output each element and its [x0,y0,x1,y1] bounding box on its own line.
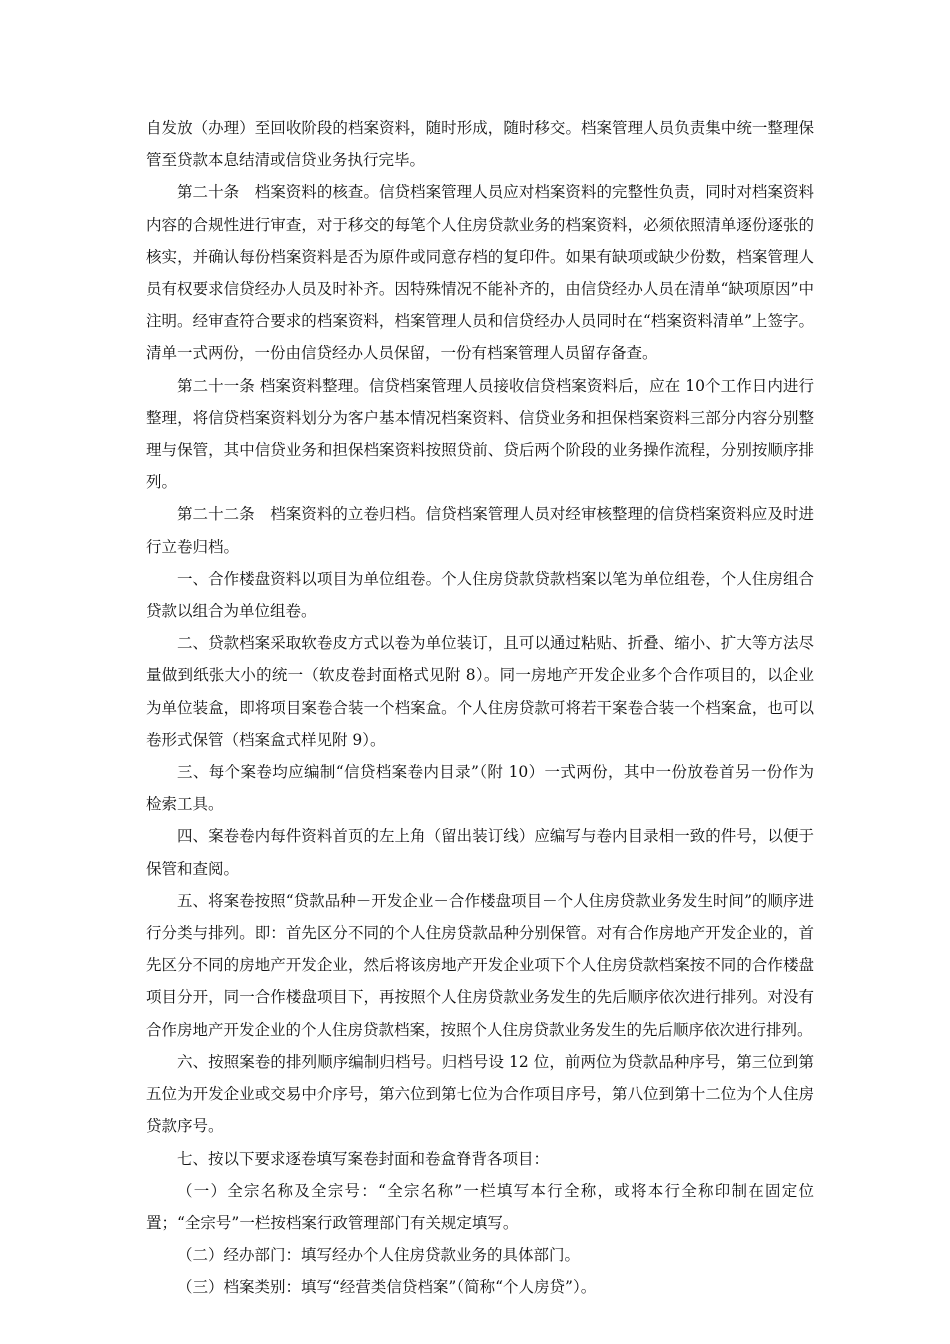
document-page [146,112,814,1304]
article-20: 第二十条 档案资料的核查。信贷档案管理人员应对档案资料的完整性负责，同时对档案资料内容的合规性进行审查，对于移交的每笔个人住房贷款业务的档案资料，必须依照清单逐份逐张的核实，并确认每份档案资料是否为原件或同意存档的复印件。如果有缺项或缺少份数，档案管理人员有权要求信贷经办人员及时补齐。因特殊情况不能补齐的，由信贷经办人员在清单“缺项原因”中注明。经审查符合要求的档案资料，档案管理人员和信贷经办人员同时在“档案资料清单”上签字。清单一式两份，一份由信贷经办人员保留，一份有档案管理人员留存备查。 [146,183,814,363]
clause-5: 五、将案卷按照“贷款品种－开发企业－合作楼盘项目－个人住房贷款业务发生时间”的顺序进行分类与排列。即：首先区分不同的个人住房贷款品种分别保管。对有合作房地产开发企业的，首先区分不同的房地产开发企业，然后将该房地产开发企业项下个人住房贷款档案按不同的合作楼盘项目分开，同一合作楼盘项目下，再按照个人住房贷款业务发生的先后顺序依次进行排列。对没有合作房地产开发企业的个人住房贷款档案，按照个人住房贷款业务发生的先后顺序依次进行排列。 [146,891,814,1039]
clause-6: 六、按照案卷的排列顺序编制归档号。归档号设 12 位，前两位为贷款品种序号，第三位到第五位为开发企业或交易中介序号，第六位到第七位为合作项目序号，第八位到第十二位为个人住房贷款序号。 [146,1052,814,1136]
clause-1: 一、合作楼盘资料以项目为单位组卷。个人住房贷款贷款档案以笔为单位组卷，个人住房组合贷款以组合为单位组卷。 [146,569,814,621]
sub-clause-3: （三）档案类别：填写“经营类信贷档案”（简称“个人房贷”）。 [177,1278,597,1297]
sub-clause-2: （二）经办部门：填写经办个人住房贷款业务的具体部门。 [177,1246,581,1265]
clause-3: 三、每个案卷均应编制“信贷档案卷内目录”（附 10）一式两份，其中一份放卷首另一份作为检索工具。 [146,763,814,814]
clause-4: 四、案卷卷内每件资料首页的左上角（留出装订线）应编写与卷内目录相一致的件号，以便于保管和查阅。 [146,827,814,878]
clause-7: 七、按以下要求逐卷填写案卷封面和卷盒脊背各项目： [177,1149,550,1168]
article-22: 第二十二条 档案资料的立卷归档。信贷档案管理人员对经审核整理的信贷档案资料应及时进行立卷归档。 [146,505,814,556]
paragraph-continuation: 自发放（办理）至回收阶段的档案资料，随时形成，随时移交。档案管理人员负责集中统一整理保管至贷款本息结清或信贷业务执行完毕。 [146,119,814,170]
clause-2: 二、贷款档案采取软卷皮方式以卷为单位装订，且可以通过粘贴、折叠、缩小、扩大等方法尽量做到纸张大小的统一（软皮卷封面格式见附 8）。同一房地产开发企业多个合作项目的，以企业为单位装盒，即将项目案卷合装一个档案盒。个人住房贷款可将若干案卷合装一个档案盒，也可以卷形式保管（档案盒式样见附 9）。 [146,634,814,749]
article-21: 第二十一条 档案资料整理。信贷档案管理人员接收信贷档案资料后，应在 10个工作日内进行整理，将信贷档案资料划分为客户基本情况档案资料、信贷业务和担保档案资料三部分内容分别整理与保管，其中信贷业务和担保档案资料按照贷前、贷后两个阶段的业务操作流程，分别按顺序排列。 [146,376,814,492]
sub-clause-1: （一）全宗名称及全宗号：“全宗名称”一栏填写本行全称，或将本行全称印制在固定位置；“全宗号”一栏按档案行政管理部门有关规定填写。 [146,1181,814,1232]
